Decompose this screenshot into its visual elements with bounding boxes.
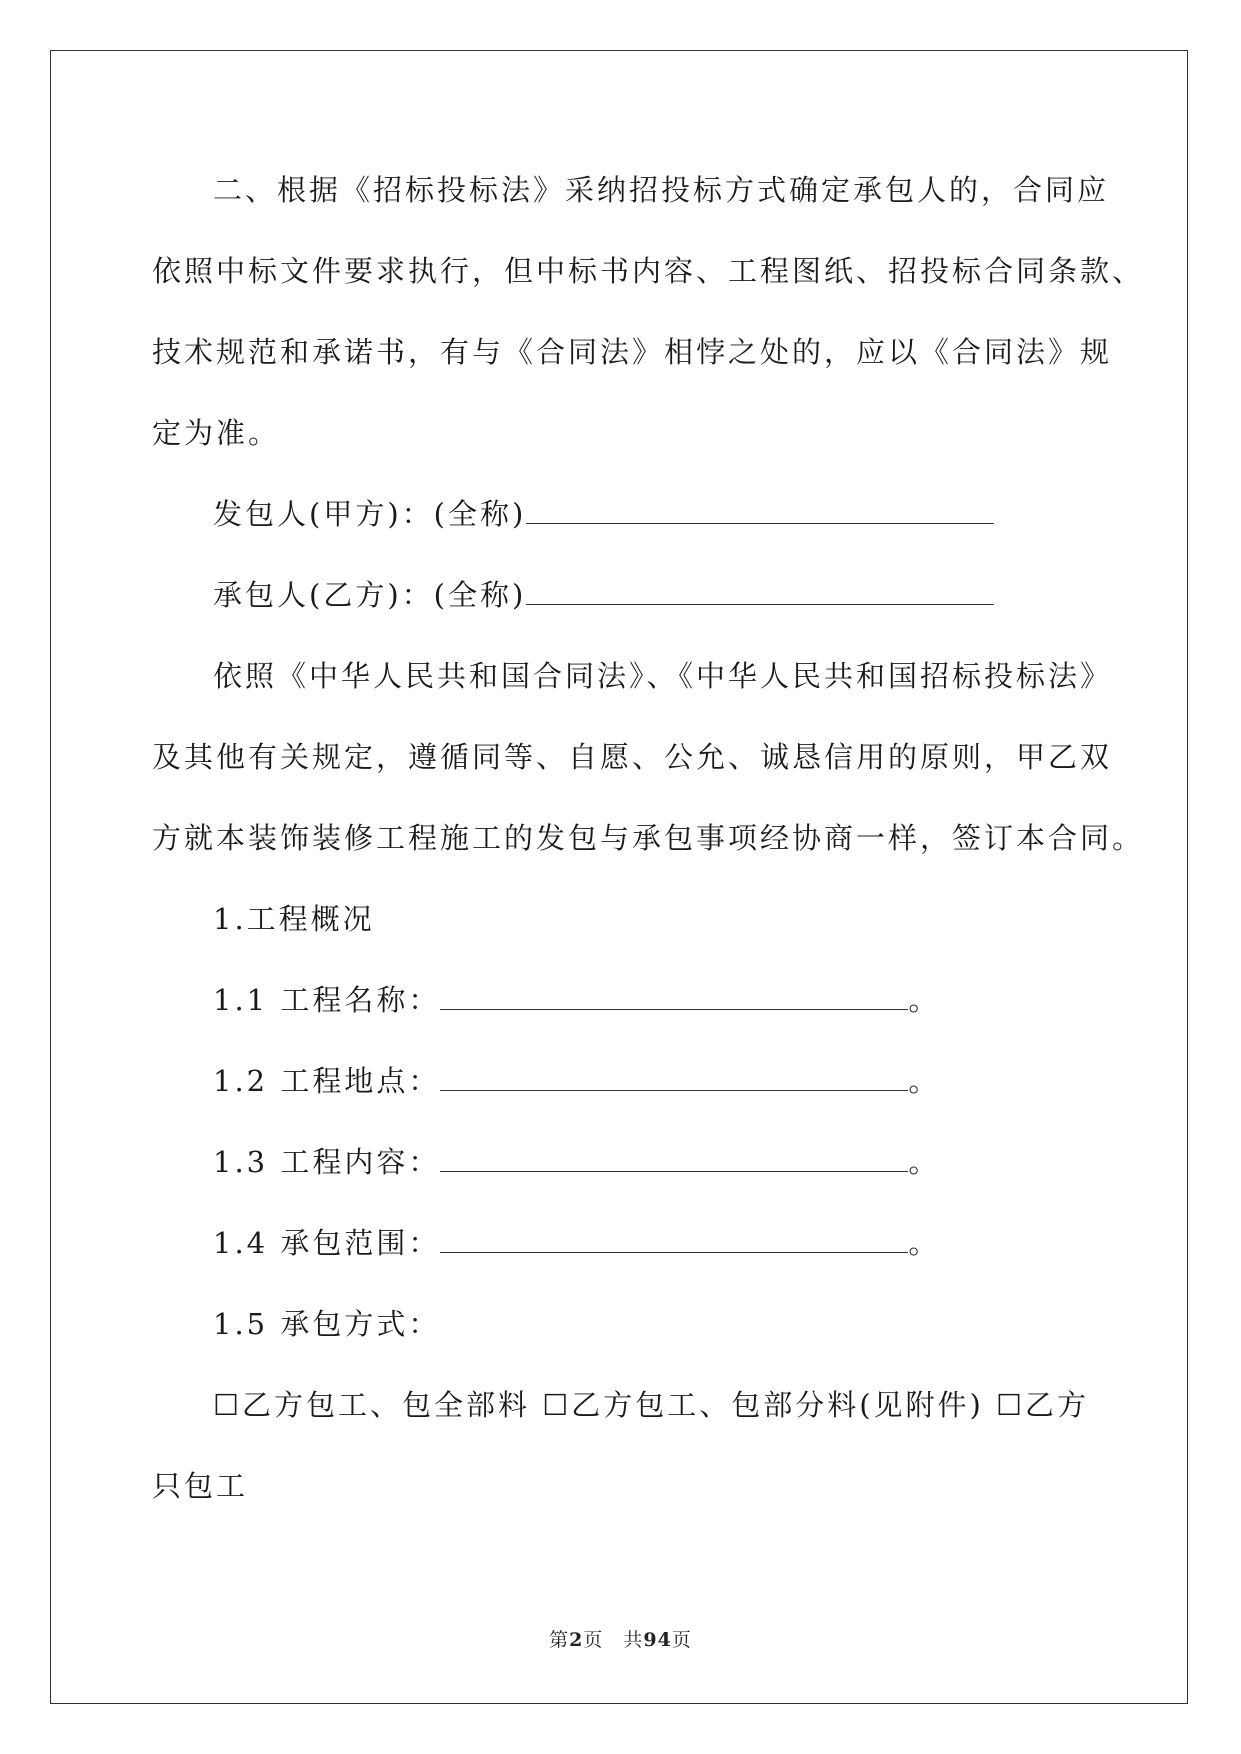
project-name-blank[interactable]	[440, 983, 908, 1010]
party-b-label: 承包人(乙方)：(全称)	[213, 578, 527, 612]
project-content-blank[interactable]	[440, 1145, 908, 1172]
item-label: 1.2 工程地点：	[213, 1064, 441, 1098]
paragraph-line: 技术规范和承诺书，有与《合同法》相悖之处的，应以《合同法》规	[152, 335, 1113, 369]
contract-scope-blank[interactable]	[440, 1226, 908, 1253]
project-location-blank[interactable]	[440, 1064, 908, 1091]
paragraph-line: 二、根据《招标投标法》采纳招投标方式确定承包人的，合同应	[213, 173, 1110, 207]
item-end-mark: 。	[908, 1226, 941, 1260]
item-label: 1.4 承包范围：	[213, 1226, 441, 1260]
paragraph-line: 依照《中华人民共和国合同法》、《中华人民共和国招标投标法》	[213, 659, 1113, 693]
item-contract-method: 1.5 承包方式：	[213, 1307, 441, 1341]
item-project-content	[213, 1144, 940, 1180]
footer-total-pages: 94	[643, 1629, 672, 1651]
paragraph-line: 依照中标文件要求执行，但中标书内容、工程图纸、招投标合同条款、	[152, 254, 1145, 288]
paragraph-line: 及其他有关规定，遵循同等、自愿、公允、诚恳信用的原则，甲乙双	[152, 740, 1113, 774]
footer-prefix: 第	[549, 1629, 570, 1651]
item-end-mark: 。	[908, 1064, 941, 1098]
footer-middle: 页 共	[583, 1629, 644, 1651]
party-b-line	[213, 577, 994, 613]
item-label: 1.3 工程内容：	[213, 1145, 441, 1179]
paragraph-line: 方就本装饰装修工程施工的发包与承包事项经协商一样，签订本合同。	[152, 821, 1145, 855]
party-b-blank[interactable]	[526, 578, 994, 605]
contract-method-options-cont: 只包工	[152, 1469, 249, 1503]
item-end-mark: 。	[908, 1145, 941, 1179]
paragraph-line: 定为准。	[152, 416, 281, 450]
footer-page-number: 2	[569, 1629, 584, 1651]
party-a-line	[213, 496, 994, 532]
contract-method-options[interactable]: ☐乙方包工、包全部料 ☐乙方包工、包部分料(见附件) ☐乙方	[213, 1388, 1090, 1422]
party-a-label: 发包人(甲方)：(全称)	[213, 497, 527, 531]
item-contract-scope	[213, 1225, 940, 1261]
item-label: 1.1 工程名称：	[213, 983, 441, 1017]
party-a-blank[interactable]	[526, 497, 994, 524]
section-title: 1.工程概况	[213, 902, 375, 936]
item-project-name	[213, 982, 940, 1018]
page-border	[50, 50, 1188, 1704]
item-end-mark: 。	[908, 983, 941, 1017]
page-footer	[0, 1625, 1241, 1652]
item-project-location	[213, 1063, 940, 1099]
footer-suffix: 页	[671, 1629, 692, 1651]
